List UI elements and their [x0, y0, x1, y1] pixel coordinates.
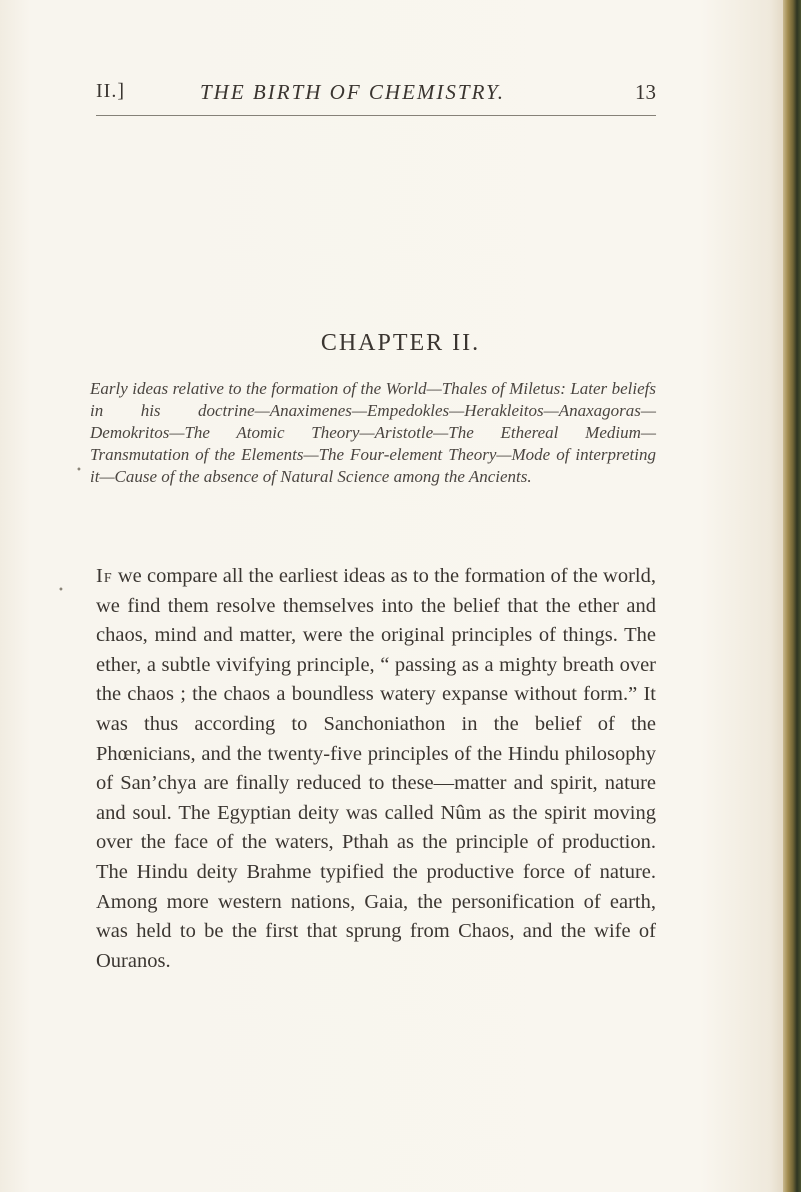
margin-dot: • [58, 585, 64, 596]
chapter-heading: CHAPTER II. [320, 330, 481, 356]
body-text [96, 562, 656, 976]
header-rule [96, 115, 656, 116]
margin-dot: • [76, 465, 82, 476]
book-spine-edge [783, 0, 801, 1192]
chapter-summary-text: Early ideas relative to the formation of the World—Thales of Miletus: Later beliefs in his doctrine—Anaximenes—Empedokles—Herakleitos—Anaxagoras—Demokritos—The Atomic Theory—Aristotle—The Ethereal Medium—Transmutation of the Elements—The Four-element Theory—Mode of interpreting it—Cause of the absence of Natural Science among the Ancients. [90, 379, 656, 486]
chapter-summary [90, 378, 656, 488]
opening-word: If [96, 565, 113, 587]
running-header [96, 80, 656, 110]
body-paragraph [96, 562, 656, 976]
page-number: 13 [635, 80, 656, 104]
chapter-number-marker: II.] [96, 80, 125, 102]
paragraph-text: we compare all the earliest ideas as to the formation of the world, we find them resolve themselves into the belief that the ether and chaos, mind and matter, were the original principles of things. The ether, a subtle vivifying principle, “ passing as a mighty breath over the chaos ; the chaos a boundless watery expanse without form.” It was thus according to Sanchoniathon in the belief of the Phœnicians, and the twenty-five principles of the Hindu philosophy of San’chya are finally reduced to these—matter and spirit, nature and soul. The Egyptian deity was called Nûm as the spirit moving over the face of the waters, Pthah as the principle of production. The Hindu deity Brahme typified the productive force of nature. Among more western nations, Gaia, the personification of earth, was held to be the first that sprung from Chaos, and the wife of Ouranos. [96, 565, 656, 972]
running-title: THE BIRTH OF CHEMISTRY. [200, 80, 506, 104]
